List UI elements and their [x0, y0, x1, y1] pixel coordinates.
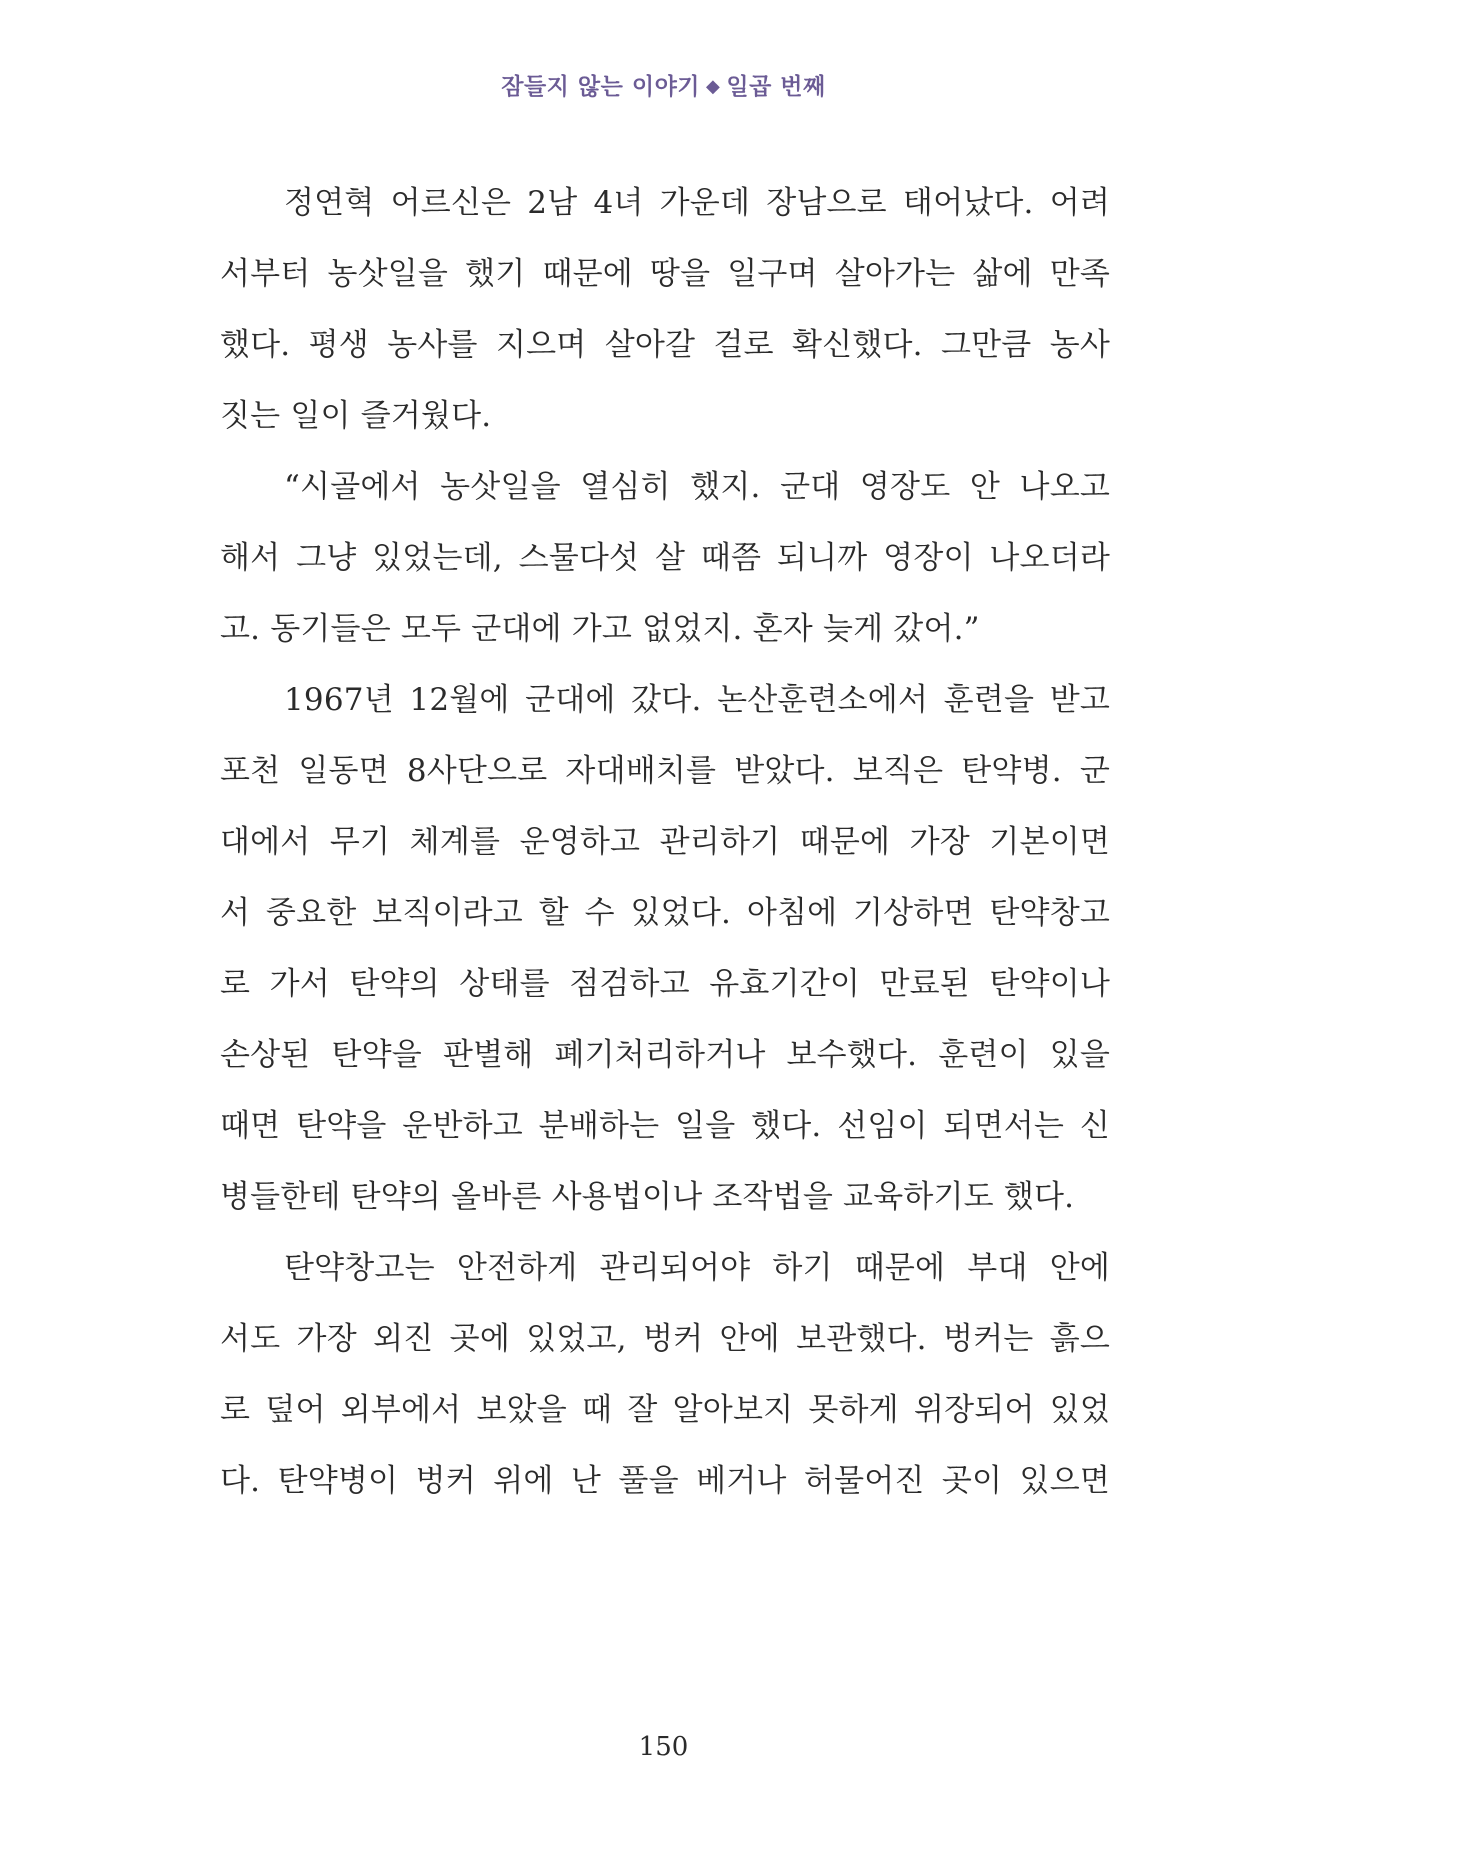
paragraph-3-line-8: 병들한테 탄약의 올바른 사용법이나 조작법을 교육하기도 했다.	[220, 1179, 1075, 1215]
paragraph-1-line-1: 정연혁 어르신은 2남 4녀 가운데 장남으로 태어났다. 어려	[284, 185, 1110, 221]
paragraph-2-line-2: 해서 그냥 있었는데, 스물다섯 살 때쯤 되니까 영장이 나오더라	[220, 540, 1110, 576]
paragraph-3-line-5: 로 가서 탄약의 상태를 점검하고 유효기간이 만료된 탄약이나	[220, 966, 1110, 1002]
paragraph-1-line-3: 했다. 평생 농사를 지으며 살아갈 걸로 확신했다. 그만큼 농사	[220, 327, 1110, 363]
paragraph-3-line-6: 손상된 탄약을 판별해 폐기처리하거나 보수했다. 훈련이 있을	[220, 1037, 1110, 1073]
running-header	[0, 68, 1327, 101]
paragraph-2-line-1: “시골에서 농삿일을 열심히 했지. 군대 영장도 안 나오고	[284, 469, 1110, 505]
paragraph-3-line-2: 포천 일동면 8사단으로 자대배치를 받았다. 보직은 탄약병. 군	[220, 753, 1110, 789]
paragraph-3-line-3: 대에서 무기 체계를 운영하고 관리하기 때문에 가장 기본이면	[220, 824, 1110, 860]
paragraph-3-line-1: 1967년 12월에 군대에 갔다. 논산훈련소에서 훈련을 받고	[284, 682, 1110, 718]
body-text	[220, 168, 1110, 1517]
paragraph-4-line-1: 탄약창고는 안전하게 관리되어야 하기 때문에 부대 안에	[284, 1250, 1110, 1286]
paragraph-4-line-4: 다. 탄약병이 벙커 위에 난 풀을 베거나 허물어진 곳이 있으면	[220, 1463, 1110, 1499]
paragraph-1-line-4: 짓는 일이 즐거웠다.	[220, 398, 492, 434]
page-number: 150	[638, 1732, 689, 1762]
paragraph-1-line-2: 서부터 농삿일을 했기 때문에 땅을 일구며 살아가는 삶에 만족	[220, 256, 1110, 292]
paragraph-2-line-3: 고. 동기들은 모두 군대에 가고 없었지. 혼자 늦게 갔어.”	[220, 611, 980, 647]
paragraph-3-line-4: 서 중요한 보직이라고 할 수 있었다. 아침에 기상하면 탄약창고	[220, 895, 1110, 931]
diamond-separator-icon: ◆	[706, 76, 721, 97]
book-title: 잠들지 않는 이야기	[501, 73, 701, 100]
chapter-title: 일곱 번째	[726, 73, 826, 100]
paragraph-3-line-7: 때면 탄약을 운반하고 분배하는 일을 했다. 선임이 되면서는 신	[220, 1108, 1110, 1144]
paragraph-4-line-3: 로 덮어 외부에서 보았을 때 잘 알아보지 못하게 위장되어 있었	[220, 1392, 1110, 1428]
paragraph-4-line-2: 서도 가장 외진 곳에 있었고, 벙커 안에 보관했다. 벙커는 흙으	[220, 1321, 1110, 1357]
